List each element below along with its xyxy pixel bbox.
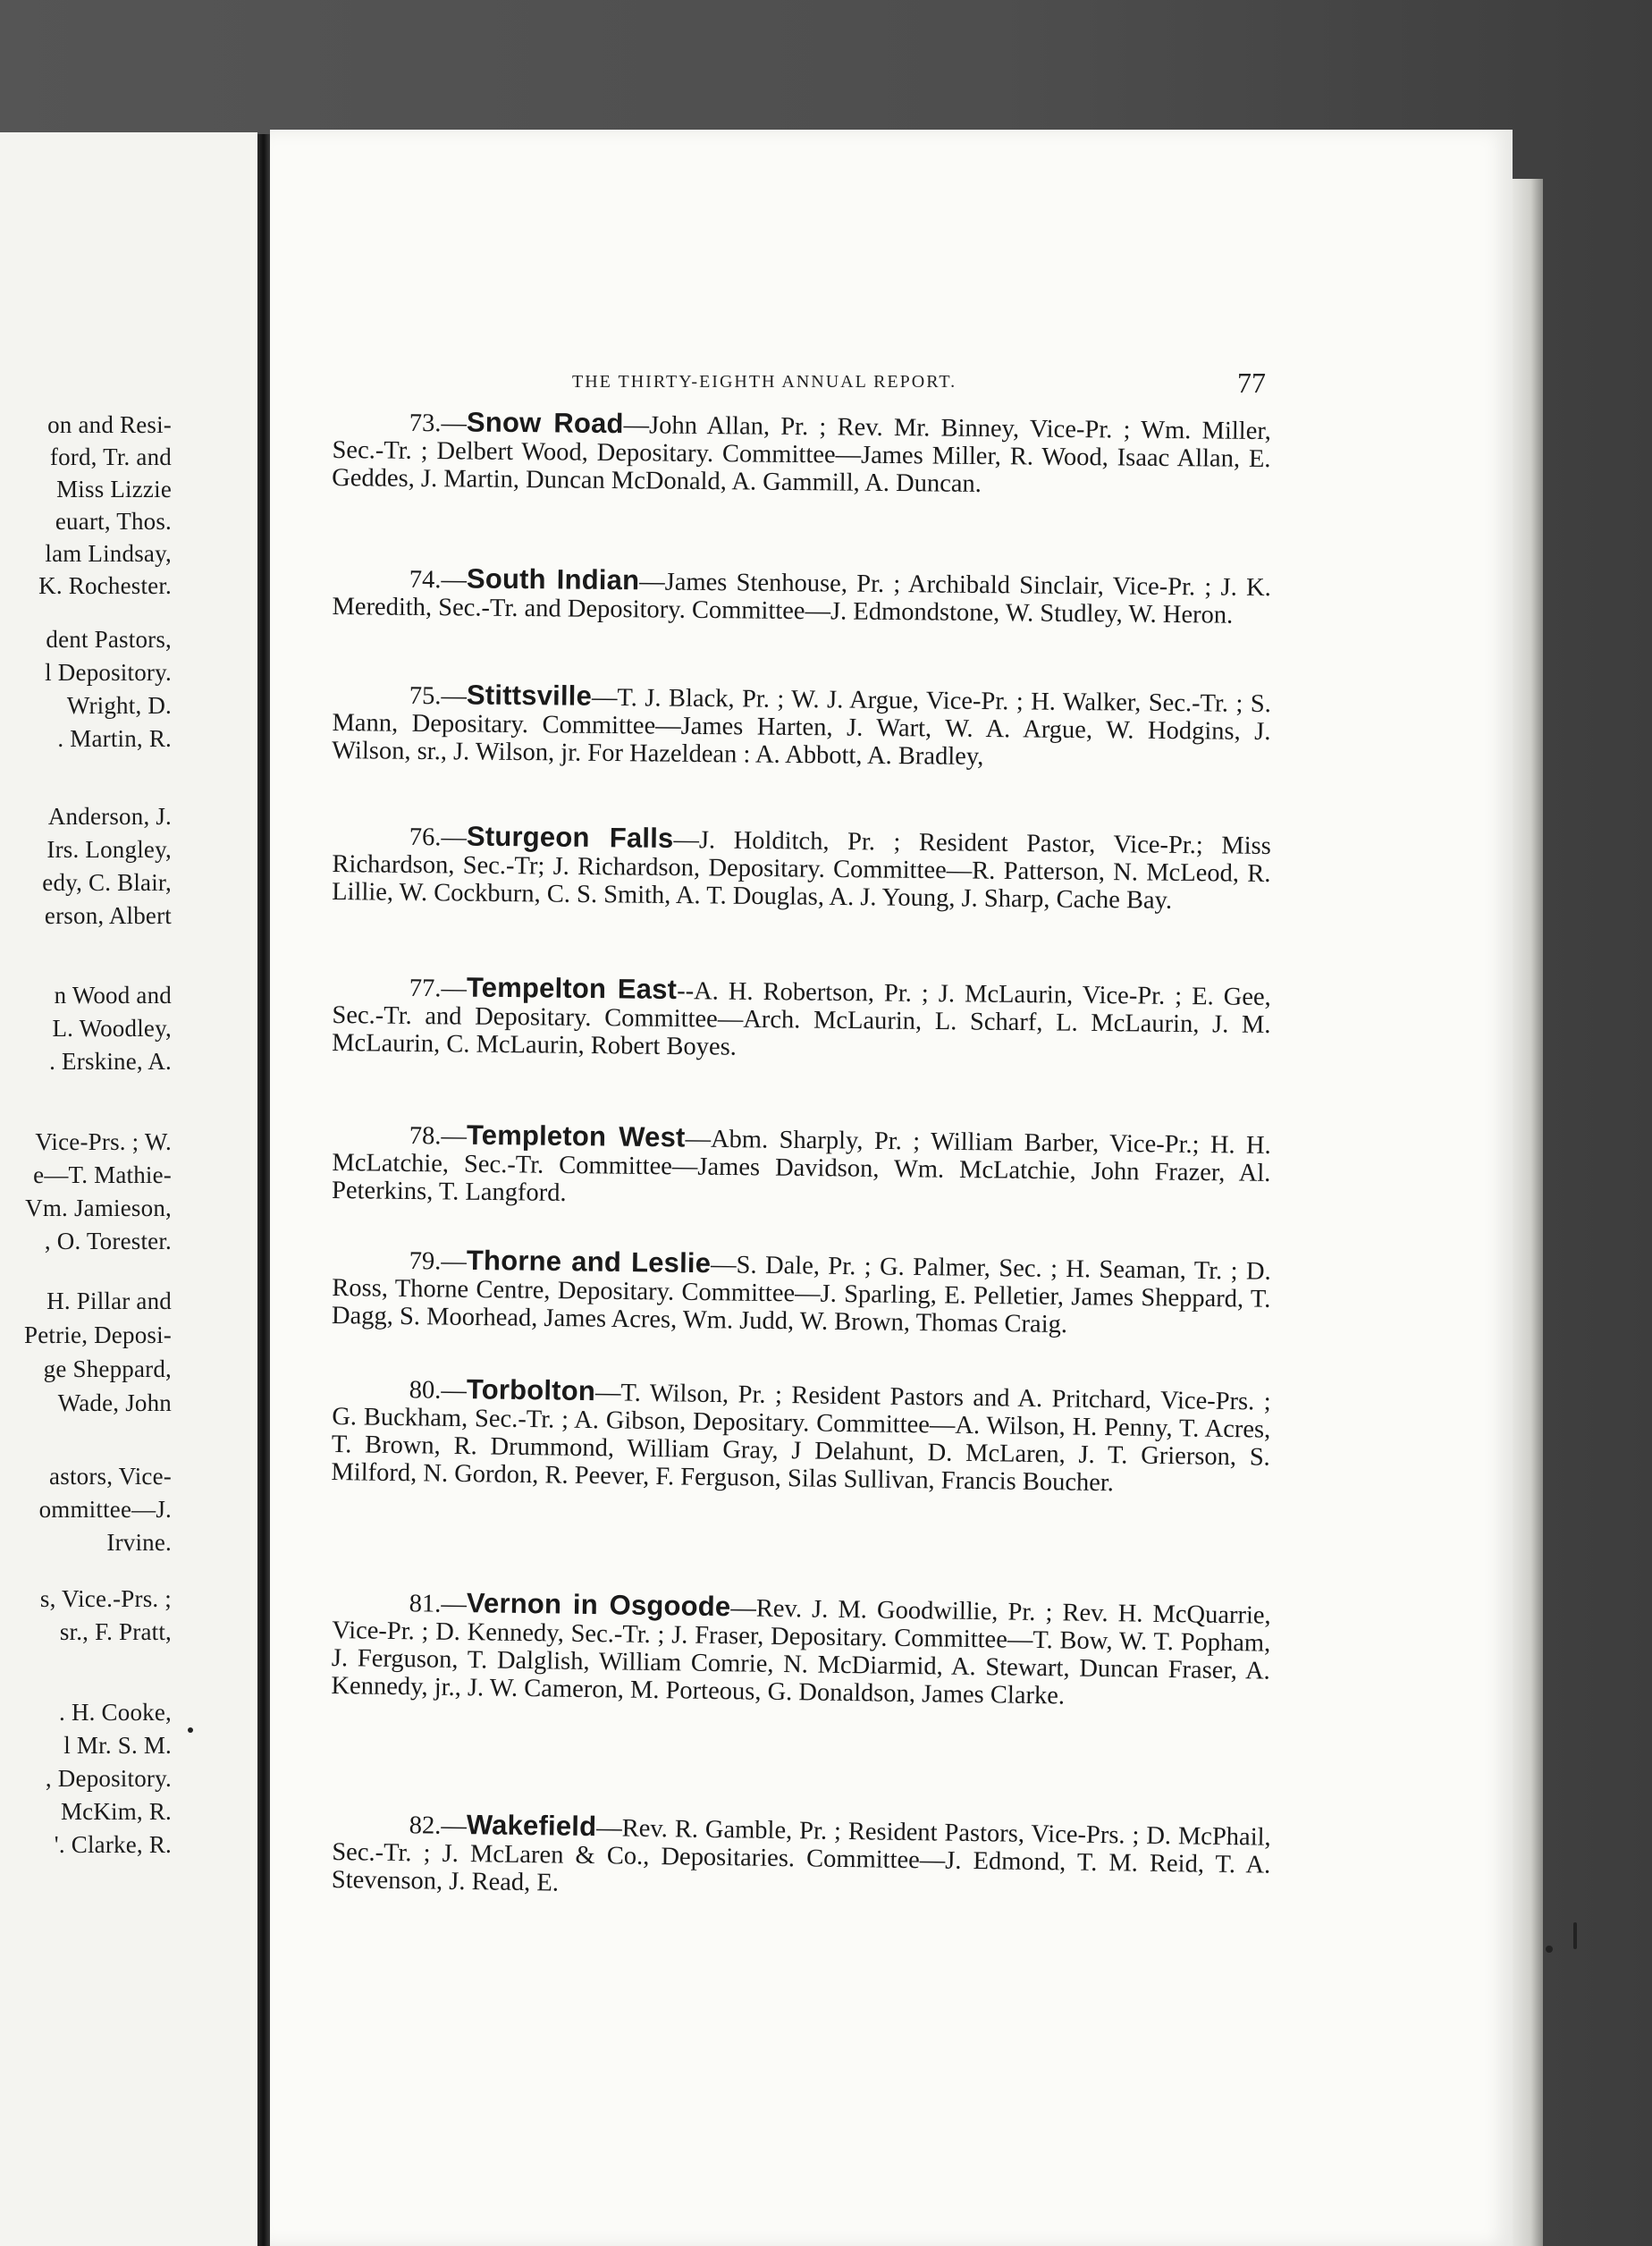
- left-page-line: , Depository.: [45, 1765, 172, 1792]
- entry-number: 82.—: [409, 1811, 468, 1841]
- left-page: [0, 132, 257, 2246]
- entry-place-name: Templeton West: [466, 1119, 686, 1153]
- left-page-line: ford, Tr. and: [49, 443, 172, 470]
- directory-entry: [332, 1119, 1271, 1215]
- left-page-line: L. Woodley,: [52, 1015, 172, 1042]
- entry-text: —S. Dale, Pr. ; G. Palmer, Sec. ; H. Seaman, Tr. ; D. Ross, Thorne Centre, Depositary. Committee—J. Sparling, E. Pelletier, James Sheppard, T. Dagg, S. Moorhead, James Acres, Wm. Judd, W. Brown, Thomas Craig.: [331, 1251, 1271, 1339]
- entry-text: --A. H. Robertson, Pr. ; J. McLaurin, Vice-Pr. ; E. Gee, Sec.-Tr. and Depositary. Committee—Arch. McLaurin, L. Scharf, L. McLaurin, J. M. McLaurin, C. McLaurin, Robert Boyes.: [332, 977, 1271, 1061]
- left-page-line: euart, Thos.: [55, 508, 172, 535]
- directory-entry: [332, 563, 1271, 629]
- left-page-line: astors, Vice-: [49, 1463, 172, 1490]
- entry-text: —Abm. Sharply, Pr. ; William Barber, Vice-Pr.; H. H. McLatchie, Sec.-Tr. Committee—James Davidson, Wm. McLatchie, John Frazer, Al. Peterkins, T. Langford.: [331, 1125, 1271, 1207]
- left-page-line: Irvine.: [106, 1529, 172, 1556]
- directory-entry: [332, 972, 1271, 1067]
- entry-place-name: Snow Road: [466, 406, 624, 440]
- directory-entry: [331, 1587, 1271, 1713]
- left-page-line: n Wood and: [54, 982, 172, 1009]
- left-page-line: Wright, D.: [66, 692, 172, 719]
- entry-place-name: Sturgeon Falls: [466, 820, 674, 854]
- entry-number: 75.—: [409, 681, 468, 711]
- left-page-line: erson, Albert: [44, 902, 172, 929]
- left-page-line: lam Lindsay,: [45, 540, 172, 567]
- left-page-line: McKim, R.: [60, 1798, 172, 1825]
- left-page-line: l Depository.: [45, 659, 172, 686]
- entry-place-name: South Indian: [466, 562, 640, 596]
- left-page-line: Miss Lizzie: [56, 476, 172, 502]
- left-page-line: Vm. Jamieson,: [25, 1195, 172, 1221]
- entry-text: —T. Wilson, Pr. ; Resident Pastors and A. Pritchard, Vice-Prs. ; G. Buckham, Sec.-Tr. ; A. Gibson, Depositary. Committee—A. Wilson, H. Penny, T. Acres, T. Brown, R. Drummond, William Gray, J Delahunt, D. McLaren, J. T. Grierson, S. Milford, N. Gordon, R. Peever, F. Ferguson, Silas Sullivan, Francis Boucher.: [331, 1379, 1271, 1498]
- entry-place-name: Stittsville: [466, 679, 593, 712]
- entry-place-name: Wakefield: [466, 1809, 597, 1843]
- entry-place-name: Torbolton: [466, 1373, 596, 1407]
- directory-entry: [332, 821, 1271, 916]
- left-page-line: Anderson, J.: [47, 803, 172, 830]
- left-page-line: , O. Torester.: [44, 1228, 172, 1254]
- scan-speck: [1546, 1946, 1553, 1953]
- left-page-line: edy, C. Blair,: [42, 869, 172, 896]
- directory-entry: [332, 680, 1271, 773]
- scan-speck: [188, 1727, 193, 1733]
- entry-text: —James Stenhouse, Pr. ; Archibald Sinclair, Vice-Pr. ; J. K. Meredith, Sec.-Tr. and Depository. Committee—J. Edmondstone, W. Studley, W. Heron.: [332, 568, 1271, 629]
- entry-text: —John Allan, Pr. ; Rev. Mr. Binney, Vice-Pr. ; Wm. Miller, Sec.-Tr. ; Delbert Wood, Depositary. Committee—James Miller, R. Wood, Isaac Allan, E. Geddes, J. Martin, Duncan McDonald, A. Gammill, A. Duncan.: [332, 411, 1271, 498]
- directory-entry: [332, 407, 1271, 501]
- directory-entry: [332, 1809, 1271, 1907]
- left-page-line: ommittee—J.: [38, 1496, 172, 1523]
- entry-number: 81.—: [409, 1590, 468, 1619]
- page-number: 77: [1237, 367, 1266, 399]
- entry-text: —Rev. R. Gamble, Pr. ; Resident Pastors, Vice-Prs. ; D. McPhail, Sec.-Tr. ; J. McLaren & Co., Depositaries. Committee—J. Edmond, T. M. Reid, T. A. Stevenson, J. Read, E.: [331, 1814, 1271, 1897]
- entry-number: 73.—: [409, 409, 468, 438]
- entry-text: —T. J. Black, Pr. ; W. J. Argue, Vice-Pr. ; H. Walker, Sec.-Tr. ; S. Mann, Depositary. Committee—James Harten, J. Wart, W. A. Argue, W. Hodgins, J. Wilson, sr., J. Wilson, jr. For Hazeldean : A. Abbott, A. Bradley,: [332, 683, 1271, 771]
- entry-text: —Rev. J. M. Goodwillie, Pr. ; Rev. H. McQuarrie, Vice-Pr. ; D. Kennedy, Sec.-Tr. ; J. Fraser, Depositary. Committee—T. Bow, W. T. Popham, J. Ferguson, T. Dalglish, William Comrie, N. McDiarmid, A. Stewart, Duncan Fraser, A. Kennedy, jr., J. W. Cameron, M. Porteous, G. Donaldson, James Clarke.: [331, 1594, 1271, 1710]
- entry-number: 77.—: [409, 974, 468, 1003]
- left-page-line: s, Vice.-Prs. ;: [39, 1585, 172, 1612]
- left-page-line: l Mr. S. M.: [63, 1732, 172, 1759]
- entry-place-name: Tempelton East: [466, 971, 678, 1006]
- entry-place-name: Vernon in Osgoode: [466, 1587, 731, 1623]
- directory-entry: [331, 1373, 1271, 1499]
- left-page-line: . Erskine, A.: [49, 1048, 172, 1075]
- left-page-line: Wade, John: [57, 1389, 172, 1416]
- left-page-line: Vice-Prs. ; W.: [35, 1128, 172, 1155]
- entry-number: 76.—: [409, 823, 468, 852]
- left-page-line: . Martin, R.: [57, 725, 172, 752]
- running-head: THE THIRTY-EIGHTH ANNUAL REPORT.: [572, 372, 957, 392]
- entry-place-name: Thorne and Leslie: [466, 1244, 712, 1279]
- entry-number: 74.—: [409, 565, 468, 595]
- book-spine: [257, 134, 270, 2246]
- left-page-line: Petrie, Deposi-: [24, 1321, 172, 1348]
- left-page-line: H. Pillar and: [46, 1288, 172, 1314]
- left-page-line: e—T. Mathie-: [33, 1161, 172, 1188]
- entry-number: 79.—: [409, 1247, 468, 1276]
- entry-number: 78.—: [409, 1121, 468, 1151]
- left-page-line: ge Sheppard,: [43, 1355, 172, 1382]
- scan-speck: [1573, 1922, 1577, 1949]
- left-page-line: '. Clarke, R.: [54, 1831, 172, 1858]
- left-page-line: K. Rochester.: [38, 572, 172, 599]
- directory-entry: [332, 1245, 1271, 1341]
- page-edge: [1513, 179, 1543, 2246]
- left-page-line: on and Resi-: [47, 411, 172, 438]
- left-page-line: dent Pastors,: [46, 626, 172, 653]
- left-page-line: sr., F. Pratt,: [59, 1618, 172, 1645]
- left-page-line: . H. Cooke,: [59, 1699, 172, 1726]
- entry-text: —J. Holditch, Pr. ; Resident Pastor, Vice-Pr.; Miss Richardson, Sec.-Tr; J. Richardson, Depositary. Committee—R. Patterson, N. McLeod, R. Lillie, W. Cockburn, C. S. Smith, A. T. Douglas, A. J. Young, J. Sharp, Cache Bay.: [332, 825, 1271, 915]
- left-page-line: Irs. Longley,: [46, 836, 172, 863]
- entry-number: 80.—: [409, 1376, 468, 1406]
